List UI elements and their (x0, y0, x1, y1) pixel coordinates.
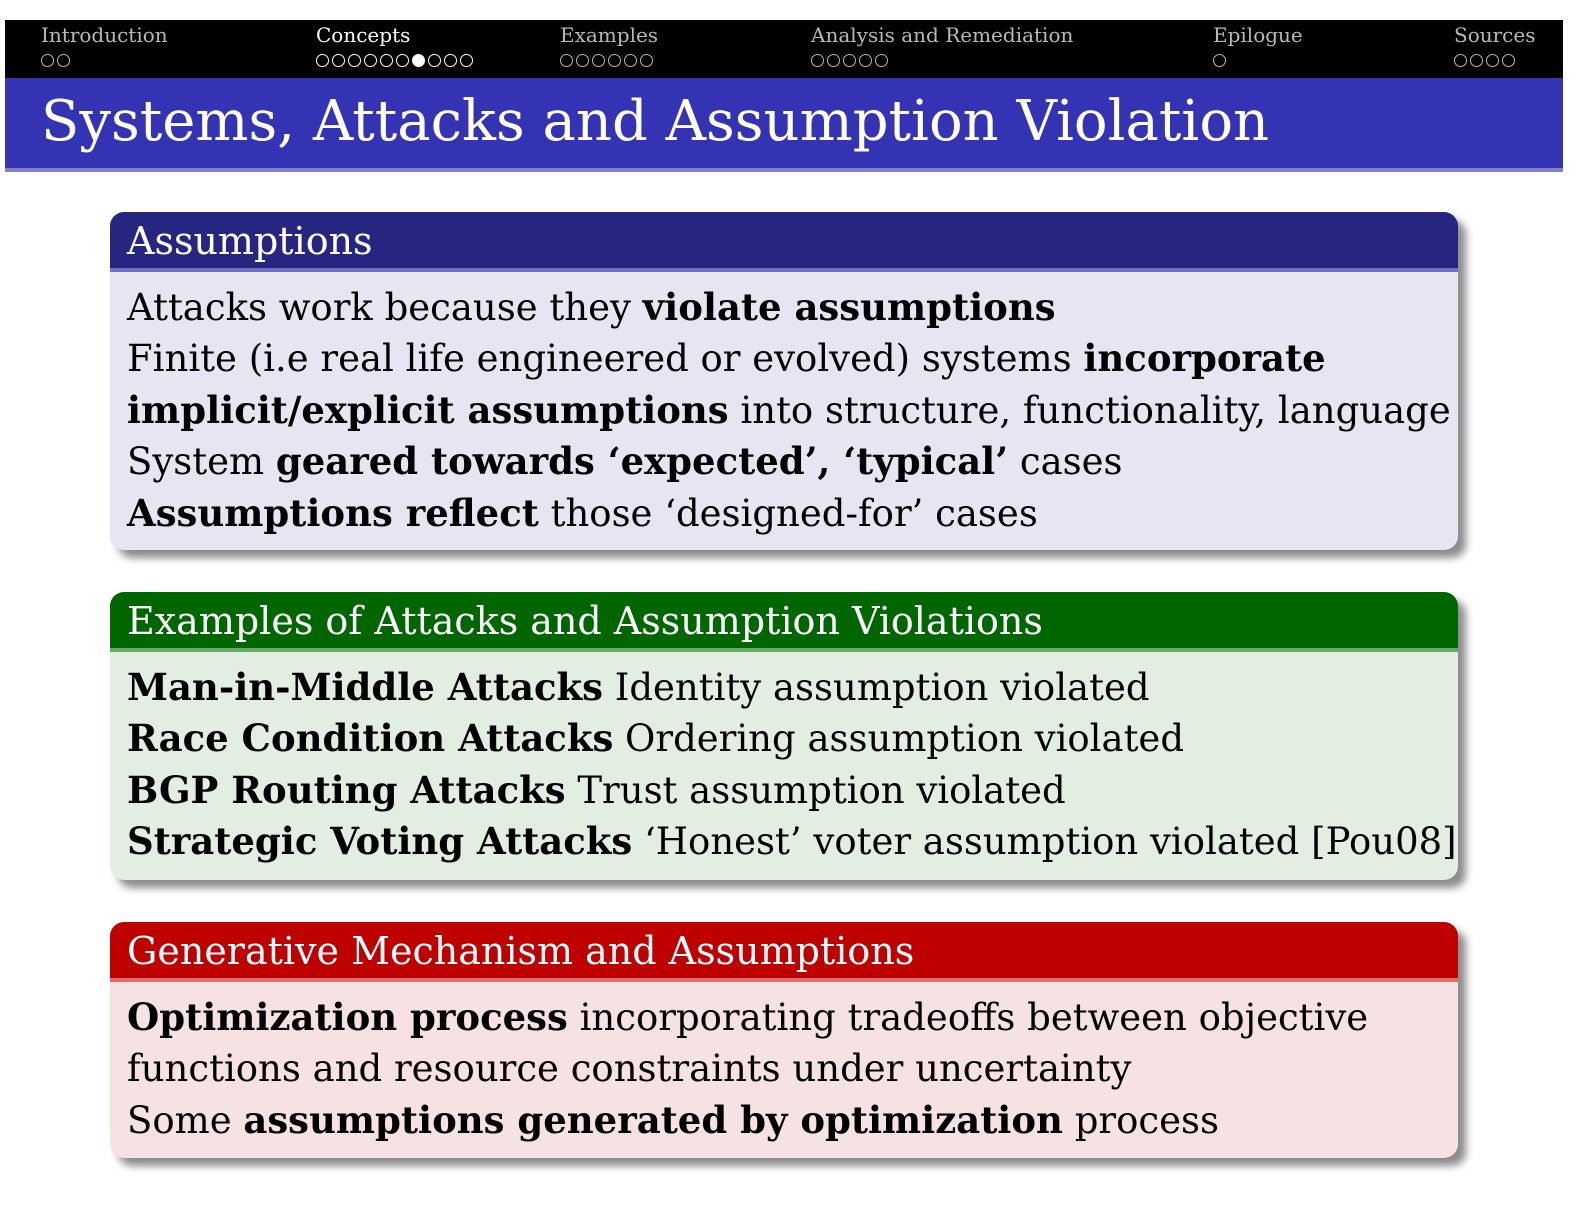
block-line (127, 488, 1458, 539)
frame-dot[interactable] (57, 54, 70, 67)
nav-section-title[interactable]: Sources (1454, 23, 1536, 47)
nav-section-concepts[interactable] (316, 23, 473, 67)
frame-dot[interactable] (348, 54, 361, 67)
text: incorporating tradeoffs between objective (567, 996, 1369, 1039)
current-frame-dot[interactable] (412, 54, 425, 67)
block-line (127, 436, 1458, 487)
nav-frame-dots (1454, 54, 1535, 67)
bold-text: geared towards ‘expected’, ‘typical’ (275, 439, 1009, 484)
block-line (127, 282, 1458, 333)
nav-section-title[interactable]: Examples (560, 23, 659, 47)
frame-dot[interactable] (460, 54, 473, 67)
frame-dot[interactable] (640, 54, 653, 67)
text: Finite (i.e real life engineered or evolved) systems (127, 337, 1084, 381)
block-body (110, 272, 1458, 539)
bold-text: implicit/explicit assumptions (127, 387, 729, 432)
frame-dot[interactable] (624, 54, 637, 67)
frame-dot[interactable] (843, 54, 856, 67)
generative-mechanism-block (110, 922, 1458, 1158)
nav-section-title[interactable]: Introduction (41, 23, 168, 47)
nav-section-introduction[interactable] (41, 23, 168, 67)
nav-section-analysis-and-remediation[interactable] (811, 23, 1073, 67)
nav-frame-dots (811, 54, 1073, 67)
block-title: Examples of Attacks and Assumption Violations (110, 592, 1458, 652)
frame-dot[interactable] (364, 54, 377, 67)
block-line (127, 992, 1458, 1043)
frame-dot[interactable] (396, 54, 409, 67)
block-body (110, 652, 1458, 868)
bold-text: Optimization process (127, 995, 568, 1039)
nav-section-title[interactable]: Epilogue (1213, 23, 1303, 47)
frame-dot[interactable] (1502, 54, 1515, 67)
nav-frame-dots (41, 54, 168, 67)
nav-section-title[interactable]: Analysis and Remediation (811, 23, 1074, 47)
frame-dot[interactable] (1213, 54, 1226, 67)
block-line (127, 662, 1458, 713)
text: Ordering assumption violated (613, 717, 1185, 761)
block-line (127, 333, 1458, 384)
text: functions and resource constraints under uncertainty (127, 1047, 1132, 1091)
frame-dot[interactable] (380, 54, 393, 67)
frame-dot[interactable] (560, 54, 573, 67)
frame-dot[interactable] (316, 54, 329, 67)
frame-dot[interactable] (875, 54, 888, 67)
text: Attacks work because they (127, 286, 643, 329)
block-line (127, 1043, 1458, 1094)
text: System (127, 440, 276, 484)
frame-dot[interactable] (41, 54, 54, 67)
block-line (127, 816, 1458, 867)
bold-text: Strategic Voting Attacks (127, 819, 633, 864)
bold-text: assumptions generated by optimization (243, 1097, 1063, 1142)
frame-dot[interactable] (1470, 54, 1483, 67)
text: those ‘designed-for’ cases (538, 491, 1038, 535)
block-line (127, 1095, 1458, 1146)
examples-block (110, 592, 1458, 880)
text: cases (1008, 440, 1123, 484)
block-body (110, 982, 1458, 1146)
frame-title-bar (5, 78, 1563, 172)
frame-dot[interactable] (576, 54, 589, 67)
navigation-bar (5, 20, 1563, 78)
frame-dot[interactable] (608, 54, 621, 67)
nav-section-title[interactable]: Concepts (316, 23, 411, 47)
frame-dot[interactable] (859, 54, 872, 67)
frame-dot[interactable] (811, 54, 824, 67)
bold-text: Race Condition Attacks (127, 716, 614, 761)
text: Some (127, 1098, 244, 1142)
frame-dot[interactable] (827, 54, 840, 67)
frame-dot[interactable] (1454, 54, 1467, 67)
frame-dot[interactable] (444, 54, 457, 67)
bold-text: Man-in-Middle Attacks (127, 665, 603, 709)
frame-title: Systems, Attacks and Assumption Violation (41, 89, 1270, 154)
nav-frame-dots (1213, 54, 1303, 67)
text: into structure, functionality, language (728, 388, 1451, 432)
bold-text: BGP Routing Attacks (127, 767, 566, 812)
assumptions-block (110, 212, 1458, 550)
frame-dot[interactable] (592, 54, 605, 67)
nav-section-examples[interactable] (560, 23, 658, 67)
frame-dot[interactable] (332, 54, 345, 67)
block-title: Assumptions (110, 212, 1458, 272)
text: process (1062, 1098, 1219, 1142)
frame-dot[interactable] (1486, 54, 1499, 67)
nav-frame-dots (560, 54, 658, 67)
text: Trust assumption violated (565, 768, 1066, 812)
nav-section-epilogue[interactable] (1213, 23, 1303, 67)
text: Identity assumption violated (602, 666, 1150, 709)
block-line (127, 385, 1458, 436)
bold-text: incorporate (1083, 336, 1326, 381)
bold-text: Assumptions reflect (127, 490, 539, 535)
block-line (127, 765, 1458, 816)
block-line (127, 713, 1458, 764)
frame-dot[interactable] (428, 54, 441, 67)
bold-text: violate assumptions (642, 285, 1056, 329)
text: ‘Honest’ voter assumption violated [Pou08] (632, 820, 1457, 864)
nav-section-sources[interactable] (1454, 23, 1535, 67)
block-title: Generative Mechanism and Assumptions (110, 922, 1458, 982)
nav-frame-dots (316, 54, 473, 67)
